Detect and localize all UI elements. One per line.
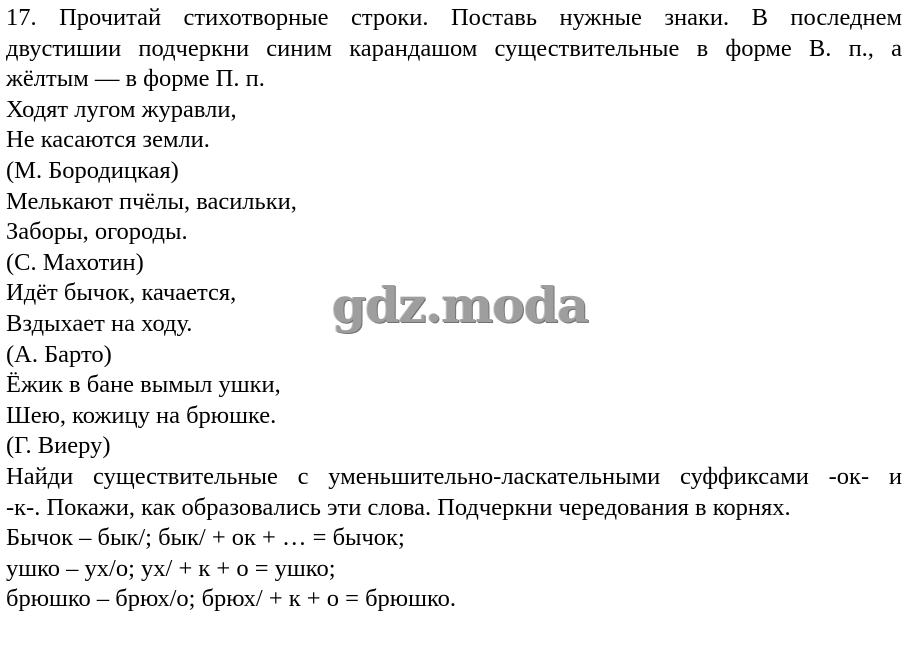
poem-line: Не касаются земли. [6, 126, 210, 154]
poem-line: Идёт бычок, качается, [6, 279, 237, 307]
task-header-line: жёлтым — в форме П. п. [6, 65, 265, 93]
answer-line: брюшко – брюх/о; брюх/ + к + о = брюшко. [6, 585, 456, 613]
task-header-line: 17. Прочитай стихотворные строки. Поставь нужные знаки. В последнем [6, 4, 902, 31]
answer-line: ушко – ух/о; ух/ + к + о = ушко; [6, 554, 336, 582]
poem-line: Мелькают пчёлы, васильки, [6, 187, 297, 215]
poem-line: Шею, кожицу на брюшке. [6, 401, 277, 429]
poem-line: Вздыхает на ходу. [6, 309, 193, 337]
watermark-logo: gdz.moda [332, 276, 588, 334]
poem-author: (М. Бородицкая) [6, 156, 179, 184]
poem-line: Ходят лугом журавли, [6, 95, 237, 123]
poem-author: (А. Барто) [6, 340, 112, 368]
poem-line: Ёжик в бане вымыл ушки, [6, 371, 281, 399]
instruction-line: Найди существительные с уменьшительно-ласкательными суффиксами -ок- и [6, 462, 902, 490]
poem-line: Заборы, огороды. [6, 218, 188, 246]
poem-author: (С. Махотин) [6, 248, 144, 276]
instruction-line: -к-. Покажи, как образовались эти слова. Подчеркни чередования в корнях. [6, 493, 791, 521]
exercise-text [6, 3, 914, 615]
task-header-line: двустишии подчеркни синим карандашом существительные в форме В. п., а [6, 34, 902, 62]
answer-line: Бычок – бык/; бык/ + ок + … = бычок; [6, 524, 405, 552]
poem-author: (Г. Виеру) [6, 432, 111, 460]
